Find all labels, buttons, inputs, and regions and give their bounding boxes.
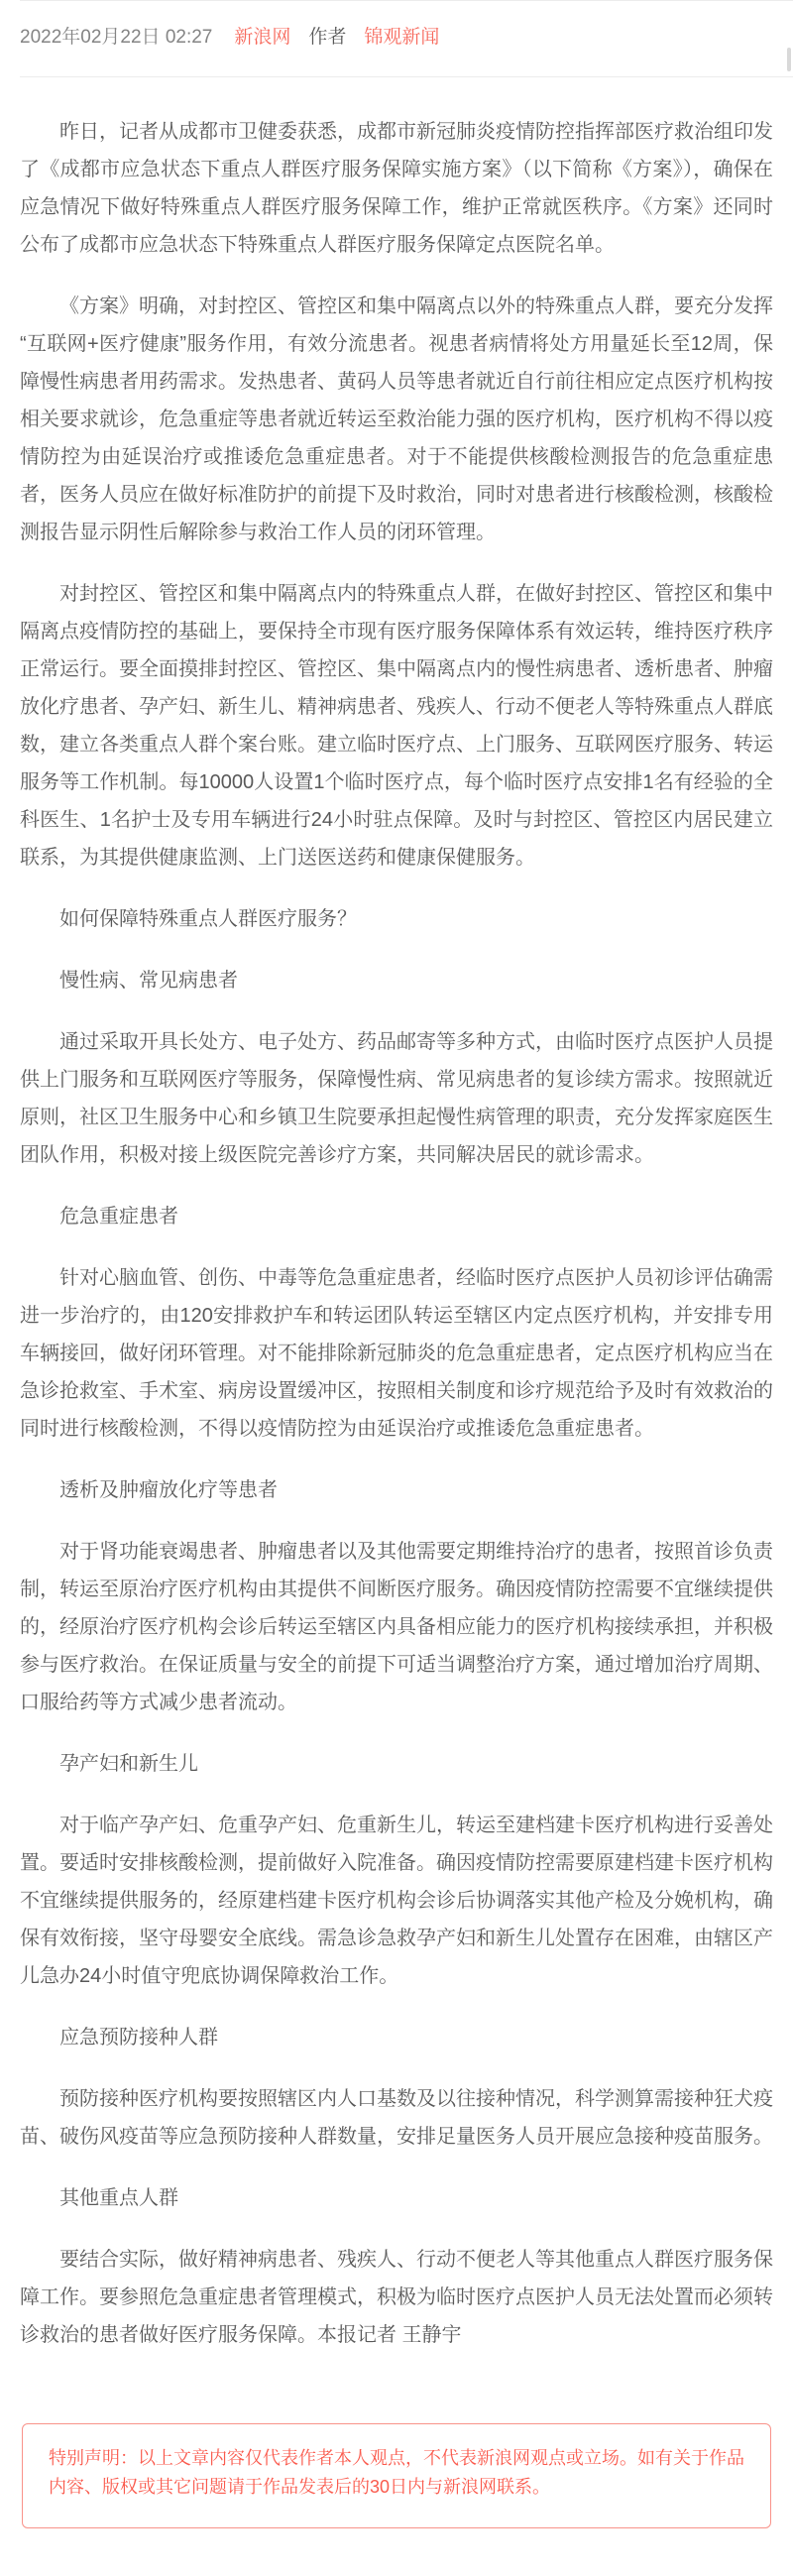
author-label: 作者	[308, 27, 347, 48]
article-paragraph: 针对心脑血管、创伤、中毒等危急重症患者，经临时医疗点医护人员初诊评估确需进一步治疗的，由120安排救护车和转运团队转运至辖区内定点医疗机构，并安排专用车辆接回，做好闭环管理。对不能排除新冠肺炎的危急重症患者，定点医疗机构应当在急诊抢救室、手术室、病房设置缓冲区，按照相关制度和诊疗规范给予及时有效救治的同时进行核酸检测，不得以疫情防控为由延误治疗或推诿危急重症患者。	[20, 1267, 773, 1440]
author-link[interactable]: 锦观新闻	[364, 27, 440, 48]
article-section-heading: 危急重症患者	[59, 1206, 178, 1228]
source-link[interactable]: 新浪网	[234, 27, 291, 48]
disclaimer-box	[22, 2423, 771, 2528]
article-section-heading: 孕产妇和新生儿	[59, 1753, 198, 1775]
article-section-heading: 应急预防接种人群	[59, 2027, 218, 2049]
article-paragraph: 昨日，记者从成都市卫健委获悉，成都市新冠肺炎疫情防控指挥部医疗救治组印发了《成都市应急状态下重点人群医疗服务保障实施方案》（以下简称《方案》），确保在应急情况下做好特殊重点人群医疗服务保障工作，维护正常就医秩序。《方案》还同时公布了成都市应急状态下特殊重点人群医疗服务保障定点医院名单。	[20, 121, 773, 256]
article-paragraph: 对于肾功能衰竭患者、肿瘤患者以及其他需要定期维持治疗的患者，按照首诊负责制，转运至原治疗医疗机构由其提供不间断医疗服务。确因疫情防控需要不宜继续提供的，经原治疗医疗机构会诊后转运至辖区内具备相应能力的医疗机构接续承担，并积极参与医疗救治。在保证质量与安全的前提下可适当调整治疗方案，通过增加治疗周期、口服给药等方式减少患者流动。	[20, 1541, 773, 1713]
article-paragraph: 通过采取开具长处方、电子处方、药品邮寄等多种方式，由临时医疗点医护人员提供上门服务和互联网医疗等服务，保障慢性病、常见病患者的复诊续方需求。按照就近原则，社区卫生服务中心和乡镇卫生院要承担起慢性病管理的职责，充分发挥家庭医生团队作用，积极对接上级医院完善诊疗方案，共同解决居民的就诊需求。	[20, 1031, 773, 1166]
article-section-heading: 慢性病、常见病患者	[59, 970, 238, 992]
article-section-heading: 其他重点人群	[59, 2187, 178, 2209]
scrollbar-thumb[interactable]	[787, 48, 791, 71]
article-paragraph: 要结合实际，做好精神病患者、残疾人、行动不便老人等其他重点人群医疗服务保障工作。要参照危急重症患者管理模式，积极为临时医疗点医护人员无法处置而必须转诊救治的患者做好医疗服务保障。本报记者 王静宇	[20, 2249, 773, 2346]
article-meta-bar	[20, 0, 793, 77]
article-paragraph: 对封控区、管控区和集中隔离点内的特殊重点人群，在做好封控区、管控区和集中隔离点疫情防控的基础上，要保持全市现有医疗服务保障体系有效运转，维持医疗秩序正常运行。要全面摸排封控区、管控区、集中隔离点内的慢性病患者、透析患者、肿瘤放化疗患者、孕产妇、新生儿、精神病患者、残疾人、行动不便老人等特殊重点人群底数，建立各类重点人群个案台账。建立临时医疗点、上门服务、互联网医疗服务、转运服务等工作机制。每10000人设置1个临时医疗点，每个临时医疗点安排1名有经验的全科医生、1名护士及专用车辆进行24小时驻点保障。及时与封控区、管控区内居民建立联系，为其提供健康监测、上门送医送药和健康保健服务。	[20, 583, 773, 869]
article-paragraph: 预防接种医疗机构要按照辖区内人口基数及以往接种情况，科学测算需接种狂犬疫苗、破伤风疫苗等应急预防接种人群数量，安排足量医务人员开展应急接种疫苗服务。	[20, 2088, 773, 2148]
article-paragraph: 对于临产孕产妇、危重孕产妇、危重新生儿，转运至建档建卡医疗机构进行妥善处置。要适时安排核酸检测，提前做好入院准备。确因疫情防控需要原建档建卡医疗机构不宜继续提供服务的，经原建档建卡医疗机构会诊后协调落实其他产检及分娩机构，确保有效衔接，坚守母婴安全底线。需急诊急救孕产妇和新生儿处置存在困难，由辖区产儿急办24小时值守兜底协调保障救治工作。	[20, 1815, 773, 1987]
publish-date: 2022年02月22日 02:27	[20, 27, 213, 48]
article-paragraph: 《方案》明确，对封控区、管控区和集中隔离点以外的特殊重点人群，要充分发挥“互联网+医疗健康”服务作用，有效分流患者。视患者病情将处方用量延长至12周，保障慢性病患者用药需求。发热患者、黄码人员等患者就近自行前往相应定点医疗机构按相关要求就诊，危急重症等患者就近转运至救治能力强的医疗机构，医疗机构不得以疫情防控为由延误治疗或推诿危急重症患者。对于不能提供核酸检测报告的危急重症患者，医务人员应在做好标准防护的前提下及时救治，同时对患者进行核酸检测，核酸检测报告显示阴性后解除参与救治工作人员的闭环管理。	[20, 295, 773, 543]
article-body	[0, 77, 793, 2354]
disclaimer-text: 特别声明：以上文章内容仅代表作者本人观点，不代表新浪网观点或立场。如有关于作品内容、版权或其它问题请于作品发表后的30日内与新浪网联系。	[49, 2448, 744, 2497]
article-section-heading: 如何保障特殊重点人群医疗服务？	[59, 908, 357, 930]
article-section-heading: 透析及肿瘤放化疗等患者	[59, 1479, 278, 1501]
